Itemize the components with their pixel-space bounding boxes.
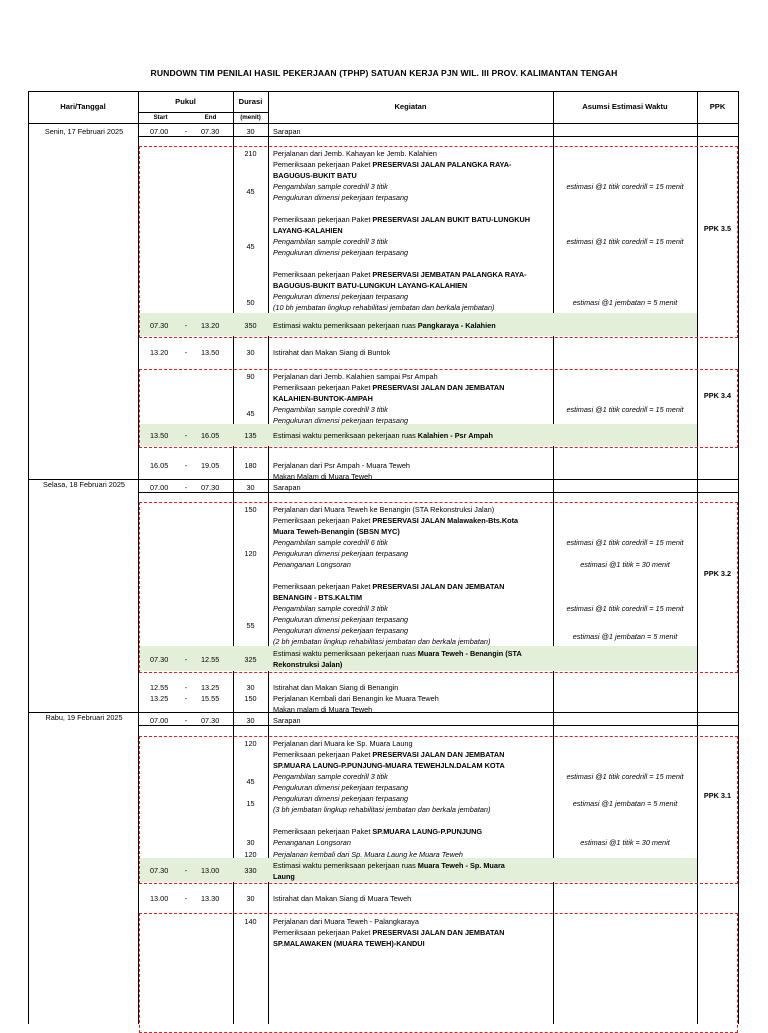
- time-start: 07.00: [150, 716, 169, 725]
- activity-text: Istirahat dan Makan Siang di Benangin: [273, 683, 399, 692]
- activity-text: Pengukuran dimensi pekerjaan terpasang: [273, 549, 409, 558]
- duration-value: 325: [244, 655, 257, 664]
- activity-text: Estimasi waktu pemeriksaan pekerjaan ruas: [273, 649, 418, 658]
- activity-line: [273, 430, 493, 441]
- activity-line: [273, 214, 530, 225]
- estimate-note: estimasi @1 jembatan = 5 menit: [572, 799, 678, 808]
- activity-line: [273, 614, 408, 625]
- activity-line: [273, 648, 522, 659]
- activity-line: [273, 515, 518, 526]
- time-end: 19.05: [201, 461, 220, 470]
- activity-text: Sarapan: [273, 483, 301, 492]
- activity-text: Pengukuran dimensi pekerjaan terpasang: [273, 783, 409, 792]
- activity-line: [273, 704, 372, 715]
- activity-line: [273, 415, 408, 426]
- activity-text: Estimasi waktu pemeriksaan pekerjaan ruas: [273, 321, 418, 330]
- duration-value: 55: [246, 621, 255, 630]
- activity-text: Istirahat dan Makan Siang di Muara Teweh: [273, 894, 412, 903]
- estimate-note: estimasi @1 titik coredrill = 15 menit: [566, 237, 684, 246]
- day-label: Selasa, 18 Februari 2025: [43, 480, 125, 489]
- activity-text: Sarapan: [273, 716, 301, 725]
- time-end: 13.00: [201, 866, 220, 875]
- activity-text: Pemeriksaan pekerjaan Paket: [273, 928, 373, 937]
- time-end: 16.05: [201, 431, 220, 440]
- time-start: 13.25: [150, 694, 169, 703]
- activity-text: Penanganan Longsoran: [273, 560, 351, 569]
- activity-text: Pengukuran dimensi pekerjaan terpasang: [273, 193, 409, 202]
- activity-text: Istirahat dan Makan Siang di Buntok: [273, 348, 391, 357]
- activity-line: [273, 159, 511, 170]
- header-ppk: PPK: [709, 102, 726, 111]
- duration-value: 120: [244, 549, 257, 558]
- activity-text: Laung: [273, 872, 295, 881]
- activity-text: SP.MALAWAKEN (MUARA TEWEH)-KANDUI: [273, 939, 425, 948]
- activity-line: [273, 749, 504, 760]
- activity-text: Perjalanan dari Muara Teweh ke Benangin (STA Rekonstruksi Jalan): [273, 505, 495, 514]
- duration-value: 30: [246, 127, 255, 136]
- time-dash: -: [184, 461, 188, 470]
- header-menit: (menit): [240, 114, 261, 121]
- activity-line: [273, 603, 388, 614]
- duration-value: 45: [246, 409, 255, 418]
- activity-text: Pengambilan sample coredrill 6 titik: [273, 538, 388, 547]
- activity-text: Perjalanan dari Jemb. Kahayan ke Jemb. Kalahien: [273, 149, 437, 158]
- activity-text: Pengambilan sample coredrill 3 titik: [273, 772, 388, 781]
- time-start: 07.00: [150, 127, 169, 136]
- activity-line: [273, 804, 490, 815]
- activity-text: (10 bh jembatan lingkup rehabilitasi jembatan dan berkala jembatan): [273, 303, 495, 312]
- header-hari: Hari/Tanggal: [60, 102, 106, 111]
- time-dash: -: [184, 894, 188, 903]
- ppk-label: PPK 3.1: [703, 791, 732, 800]
- activity-text: Pengambilan sample coredrill 3 titik: [273, 604, 388, 613]
- activity-line: [273, 148, 437, 159]
- activity-text: Estimasi waktu pemeriksaan pekerjaan ruas: [273, 861, 418, 870]
- activity-line: [273, 371, 438, 382]
- time-end: 12.55: [201, 655, 220, 664]
- activity-line: [273, 893, 411, 904]
- activity-line: [273, 482, 301, 493]
- activity-line: [273, 927, 504, 938]
- activity-line: [273, 782, 408, 793]
- activity-text: Pemeriksaan pekerjaan Paket: [273, 750, 373, 759]
- duration-value: 30: [246, 348, 255, 357]
- activity-line: [273, 548, 408, 559]
- activity-line: [273, 236, 388, 247]
- activity-text: SP.MUARA LAUNG-P.PUNJUNG-MUARA TEWEHJLN.DALAM KOTA: [273, 761, 505, 770]
- time-start: 13.50: [150, 431, 169, 440]
- activity-text: PRESERVASI JALAN Malawaken-Bts.Kota: [372, 516, 519, 525]
- activity-line: [273, 537, 388, 548]
- activity-line: [273, 871, 295, 882]
- activity-text: Makan Malam di Muara Teweh: [273, 472, 373, 481]
- activity-line: [273, 771, 388, 782]
- activity-text: (2 bh jembatan lingkup rehabilitasi jembatan dan berkala jembatan): [273, 637, 491, 646]
- activity-line: [273, 170, 357, 181]
- activity-text: Pengambilan sample coredrill 3 titik: [273, 405, 388, 414]
- activity-line: [273, 916, 419, 927]
- time-dash: -: [184, 321, 188, 330]
- time-start: 07.00: [150, 483, 169, 492]
- activity-line: [273, 559, 351, 570]
- activity-line: [273, 192, 408, 203]
- activity-text: Rekonstruksi Jalan): [273, 660, 343, 669]
- activity-line: [273, 682, 398, 693]
- header-end: End: [204, 114, 217, 121]
- estimate-note: estimasi @1 titik = 30 menit: [580, 838, 670, 847]
- activity-line: [273, 860, 505, 871]
- duration-value: 50: [246, 298, 255, 307]
- activity-text: Penanganan Longsoran: [273, 838, 351, 847]
- activity-text: Perjalanan dari Psr Ampah - Muara Teweh: [273, 461, 410, 470]
- activity-text: Perjalanan dari Muara Teweh - Palangkaraya: [273, 917, 419, 926]
- time-end: 13.50: [201, 348, 220, 357]
- page-title: RUNDOWN TIM PENILAI HASIL PEKERJAAN (TPHP) SATUAN KERJA PJN WIL. III PROV. KALIMANTAN TENGAH: [150, 68, 618, 78]
- time-dash: -: [184, 683, 188, 692]
- time-end: 15.55: [201, 694, 220, 703]
- time-start: 16.05: [150, 461, 169, 470]
- duration-value: 330: [244, 866, 257, 875]
- activity-text: Muara Teweh - Benangin (STA: [417, 649, 522, 658]
- activity-line: [273, 126, 301, 137]
- activity-text: Pemeriksaan pekerjaan Paket: [273, 582, 373, 591]
- time-start: 12.55: [150, 683, 169, 692]
- activity-text: Pengukuran dimensi pekerjaan terpasang: [273, 615, 409, 624]
- header-kegiatan: Kegiatan: [394, 102, 427, 111]
- activity-text: PRESERVASI JEMBATAN PALANGKA RAYA-: [372, 270, 527, 279]
- activity-text: PRESERVASI JALAN DAN JEMBATAN: [372, 582, 505, 591]
- activity-line: [273, 793, 408, 804]
- activity-line: [273, 826, 482, 837]
- header-durasi: Durasi: [238, 97, 263, 106]
- activity-line: [273, 693, 439, 704]
- activity-line: [273, 938, 425, 949]
- duration-value: 45: [246, 777, 255, 786]
- time-end: 07.30: [201, 716, 220, 725]
- time-start: 07.30: [150, 321, 169, 330]
- time-end: 13.20: [201, 321, 220, 330]
- duration-value: 150: [244, 505, 257, 514]
- header-start: Start: [153, 114, 168, 121]
- activity-line: [273, 625, 408, 636]
- activity-line: [273, 526, 400, 537]
- ppk-label: PPK 3.2: [703, 569, 732, 578]
- activity-line: [273, 659, 342, 670]
- activity-line: [273, 382, 504, 393]
- activity-line: [273, 837, 351, 848]
- duration-value: 180: [244, 461, 257, 470]
- activity-text: Pemeriksaan pekerjaan Paket: [273, 215, 373, 224]
- activity-text: PRESERVASI JALAN BUKIT BATU-LUNGKUH: [372, 215, 531, 224]
- duration-value: 210: [244, 149, 257, 158]
- activity-text: KALAHIEN-BUNTOK-AMPAH: [273, 394, 373, 403]
- activity-text: PRESERVASI JALAN DAN JEMBATAN: [372, 750, 505, 759]
- activity-text: Pemeriksaan pekerjaan Paket: [273, 383, 373, 392]
- activity-line: [273, 393, 373, 404]
- activity-line: [273, 471, 372, 482]
- time-dash: -: [184, 866, 188, 875]
- activity-line: [273, 581, 504, 592]
- ppk-label: PPK 3.5: [703, 224, 732, 233]
- activity-text: Sarapan: [273, 127, 301, 136]
- activity-text: Perjalanan dari Jemb. Kalahien sampai Psr Ampah: [273, 372, 438, 381]
- activity-text: Pemeriksaan pekerjaan Paket: [273, 516, 373, 525]
- activity-line: [273, 181, 388, 192]
- duration-value: 90: [246, 372, 255, 381]
- duration-value: 120: [244, 739, 257, 748]
- activity-line: [273, 460, 410, 471]
- duration-value: 30: [246, 716, 255, 725]
- estimate-note: estimasi @1 titik coredrill = 15 menit: [566, 772, 684, 781]
- activity-text: Pengambilan sample coredrill 3 titik: [273, 182, 388, 191]
- activity-line: [273, 592, 362, 603]
- activity-text: Pengukuran dimensi pekerjaan terpasang: [273, 626, 409, 635]
- activity-text: Pengambilan sample coredrill 3 titik: [273, 237, 388, 246]
- time-end: 07.30: [201, 483, 220, 492]
- ppk-label: PPK 3.4: [703, 391, 732, 400]
- duration-value: 120: [244, 850, 257, 859]
- pukul-sub-divider: [138, 112, 268, 113]
- time-end: 13.25: [201, 683, 220, 692]
- time-start: 13.00: [150, 894, 169, 903]
- day-label: Senin, 17 Februari 2025: [44, 127, 124, 136]
- activity-text: PRESERVASI JALAN DAN JEMBATAN: [372, 928, 505, 937]
- time-start: 13.20: [150, 348, 169, 357]
- activity-line: [273, 738, 413, 749]
- activity-text: Muara Teweh-Benangin (SBSN MYC): [273, 527, 400, 536]
- duration-value: 140: [244, 917, 257, 926]
- activity-line: [273, 347, 390, 358]
- estimate-note: estimasi @1 titik coredrill = 15 menit: [566, 405, 684, 414]
- day-label: Rabu, 19 Februari 2025: [45, 713, 123, 722]
- activity-text: Perjalanan dari Muara ke Sp. Muara Laung: [273, 739, 413, 748]
- activity-text: SP.MUARA LAUNG-P.PUNJUNG: [372, 827, 483, 836]
- activity-text: Pengukuran dimensi pekerjaan terpasang: [273, 794, 409, 803]
- header-bottom-border: [28, 123, 738, 124]
- time-start: 07.30: [150, 866, 169, 875]
- activity-line: [273, 280, 467, 291]
- duration-value: 30: [246, 683, 255, 692]
- activity-line: [273, 320, 496, 331]
- activity-line: [273, 760, 505, 771]
- activity-line: [273, 269, 527, 280]
- activity-line: [273, 715, 301, 726]
- col-divider-left: [28, 91, 29, 1024]
- activity-text: Perjalanan kembali dari Sp. Muara Laung ke Muara Teweh: [273, 850, 463, 859]
- activity-line: [273, 247, 408, 258]
- estimate-note: estimasi @1 titik coredrill = 15 menit: [566, 538, 684, 547]
- activity-text: Pangkaraya - Kalahien: [417, 321, 496, 330]
- time-end: 13.30: [201, 894, 220, 903]
- time-dash: -: [184, 431, 188, 440]
- activity-text: Muara Teweh - Sp. Muara: [417, 861, 505, 870]
- activity-text: BAGUGUS-BUKIT BATU: [273, 171, 357, 180]
- time-dash: -: [184, 716, 188, 725]
- activity-text: Makan malam di Muara Teweh: [273, 705, 373, 714]
- table-top-border: [28, 91, 738, 92]
- activity-text: Pemeriksaan pekerjaan Paket: [273, 270, 373, 279]
- time-dash: -: [184, 694, 188, 703]
- activity-text: Kalahien - Psr Ampah: [417, 431, 493, 440]
- activity-line: [273, 849, 463, 860]
- time-dash: -: [184, 655, 188, 664]
- activity-text: BAGUGUS-BUKIT BATU-LUNGKUH LAYANG-KALAHIEN: [273, 281, 468, 290]
- activity-text: Pemeriksaan pekerjaan Paket: [273, 827, 373, 836]
- duration-value: 350: [244, 321, 257, 330]
- activity-text: Pemeriksaan pekerjaan Paket: [273, 160, 373, 169]
- activity-text: PRESERVASI JALAN PALANGKA RAYA-: [372, 160, 512, 169]
- estimate-note: estimasi @1 titik coredrill = 15 menit: [566, 604, 684, 613]
- activity-line: [273, 504, 494, 515]
- col-divider-right: [738, 91, 739, 1024]
- duration-value: 150: [244, 694, 257, 703]
- activity-text: LAYANG-KALAHIEN: [273, 226, 343, 235]
- duration-value: 30: [246, 838, 255, 847]
- activity-text: Estimasi waktu pemeriksaan pekerjaan ruas: [273, 431, 418, 440]
- duration-value: 30: [246, 894, 255, 903]
- duration-value: 45: [246, 242, 255, 251]
- header-asumsi: Asumsi Estimasi Waktu: [582, 102, 668, 111]
- activity-text: BENANGIN - BTS.KALTIM: [273, 593, 363, 602]
- time-end: 07.30: [201, 127, 220, 136]
- estimate-note: estimasi @1 titik = 30 menit: [580, 560, 670, 569]
- activity-text: Pengukuran dimensi pekerjaan terpasang: [273, 416, 409, 425]
- duration-value: 45: [246, 187, 255, 196]
- estimate-note: estimasi @1 jembatan = 5 menit: [572, 298, 678, 307]
- activity-text: Perjalanan Kembali dari Benangin ke Muara Teweh: [273, 694, 439, 703]
- time-start: 07.30: [150, 655, 169, 664]
- time-dash: -: [184, 348, 188, 357]
- activity-text: (3 bh jembatan lingkup rehabilitasi jembatan dan berkala jembatan): [273, 805, 491, 814]
- duration-value: 30: [246, 483, 255, 492]
- header-pukul: Pukul: [175, 97, 196, 106]
- activity-line: [273, 302, 494, 313]
- duration-value: 15: [246, 799, 255, 808]
- activity-text: Pengukuran dimensi pekerjaan terpasang: [273, 248, 409, 257]
- estimate-note: estimasi @1 jembatan = 5 menit: [572, 632, 678, 641]
- activity-line: [273, 404, 388, 415]
- activity-line: [273, 636, 490, 647]
- activity-line: [273, 291, 408, 302]
- time-dash: -: [184, 483, 188, 492]
- estimate-note: estimasi @1 titik coredrill = 15 menit: [566, 182, 684, 191]
- time-dash: -: [184, 127, 188, 136]
- duration-value: 135: [244, 431, 257, 440]
- activity-text: Pengukuran dimensi pekerjaan terpasang: [273, 292, 409, 301]
- activity-text: PRESERVASI JALAN DAN JEMBATAN: [372, 383, 505, 392]
- activity-line: [273, 225, 343, 236]
